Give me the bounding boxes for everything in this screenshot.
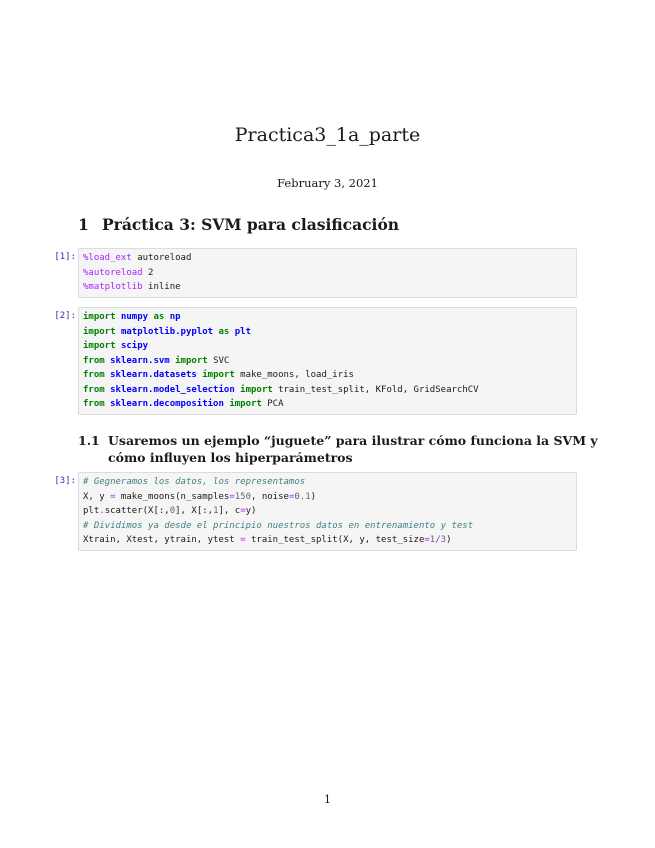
code-cell[interactable] — [78, 472, 577, 551]
code-token: scipy — [120, 341, 149, 351]
code-token: np — [169, 312, 181, 322]
code-token: from — [83, 384, 105, 395]
code-token: import — [202, 370, 235, 380]
code-token: 150 — [234, 491, 251, 502]
code-line — [83, 325, 572, 340]
code-token: ) — [446, 535, 452, 545]
code-token: 2 — [142, 267, 154, 278]
code-token: = — [240, 506, 246, 516]
code-line — [83, 368, 572, 383]
code-token: 3 — [440, 535, 447, 545]
code-token: sklearn.svm — [110, 355, 170, 366]
code-token: sklearn.datasets — [110, 370, 197, 380]
code-token: as — [153, 312, 165, 322]
code-token: = — [424, 535, 430, 545]
page-number: 1 — [324, 793, 331, 806]
code-token: as — [218, 326, 230, 337]
cell-prompt: [2]: — [54, 311, 76, 321]
code-line — [83, 519, 572, 534]
code-token: # Gegneramos los datos, los representamos — [83, 477, 306, 487]
code-token: 0.1 — [294, 491, 311, 502]
code-token: inline — [142, 282, 181, 292]
code-line — [83, 475, 572, 490]
code-token: %load_ext — [83, 253, 132, 263]
code-token: scatter(X[:, — [104, 506, 170, 516]
section-title: Práctica 3: SVM para clasificación — [102, 215, 400, 234]
subsection-heading — [78, 432, 598, 466]
code-token: import — [240, 384, 273, 395]
code-token: / — [435, 535, 441, 545]
code-line — [83, 310, 572, 325]
code-token: Xtrain, Xtest, ytrain, ytest — [83, 535, 241, 545]
code-token: train_test_split(X, y, test_size — [245, 535, 425, 545]
code-token: train_test_split, KFold, GridSearchCV — [272, 384, 479, 395]
code-cell[interactable] — [78, 307, 577, 415]
code-token: = — [288, 491, 295, 502]
code-line — [83, 339, 572, 354]
code-line — [83, 490, 572, 505]
code-line — [83, 251, 572, 266]
code-cell[interactable] — [78, 248, 577, 298]
code-token: from — [83, 399, 105, 409]
code-token: plt — [234, 326, 252, 337]
code-token: , noise — [251, 491, 289, 502]
document-date: February 3, 2021 — [277, 176, 378, 190]
code-token: from — [83, 370, 105, 380]
code-token: import — [175, 355, 208, 366]
code-token: import — [229, 399, 262, 409]
code-token: autoreload — [131, 253, 192, 263]
code-token: . — [99, 506, 105, 516]
code-line — [83, 397, 572, 412]
code-token: = — [240, 535, 246, 545]
cell-prompt: [1]: — [54, 252, 76, 262]
code-token: # Dividimos ya desde el principio nuestros datos en entrenamiento y test — [83, 520, 474, 531]
code-token: %autoreload — [83, 267, 143, 278]
code-token: make_moons(n_samples — [115, 491, 230, 502]
code-token: import — [83, 326, 116, 337]
code-token: from — [83, 355, 105, 366]
code-line — [83, 266, 572, 281]
subsection-title: Usaremos un ejemplo “juguete” para ilustrar cómo funciona la SVM y cómo influyen los hiperparámetros — [108, 433, 598, 465]
code-line — [83, 504, 572, 519]
code-token: numpy — [120, 312, 149, 322]
section-heading — [78, 215, 399, 234]
code-line — [83, 383, 572, 398]
code-token: 1 — [429, 535, 436, 545]
document-title: Practica3_1a_parte — [234, 124, 421, 146]
code-token: import — [83, 312, 116, 322]
cell-prompt: [3]: — [54, 476, 76, 486]
code-token: 1 — [213, 506, 219, 516]
code-token: make_moons, load_iris — [234, 370, 354, 380]
code-token: import — [83, 341, 116, 351]
code-token: plt — [83, 506, 100, 516]
code-token: PCA — [261, 399, 284, 409]
code-token: ], c — [218, 506, 241, 516]
code-token: 0 — [169, 506, 176, 516]
code-token: = — [110, 491, 116, 502]
code-line — [83, 280, 572, 295]
code-token: y) — [245, 506, 257, 516]
code-token: ], X[:, — [175, 506, 214, 516]
code-line — [83, 533, 572, 548]
subsection-number: 1.1 — [78, 433, 100, 448]
code-token: ) — [310, 491, 317, 502]
code-token: X, y — [83, 491, 111, 502]
code-token: sklearn.model_selection — [110, 384, 235, 395]
code-token: SVC — [207, 355, 230, 366]
section-number: 1 — [78, 215, 89, 234]
code-token: sklearn.decomposition — [110, 399, 224, 409]
code-token: matplotlib.pyplot — [120, 326, 214, 337]
code-line — [83, 354, 572, 369]
code-token: = — [229, 491, 235, 502]
code-token: %matplotlib — [83, 282, 143, 292]
